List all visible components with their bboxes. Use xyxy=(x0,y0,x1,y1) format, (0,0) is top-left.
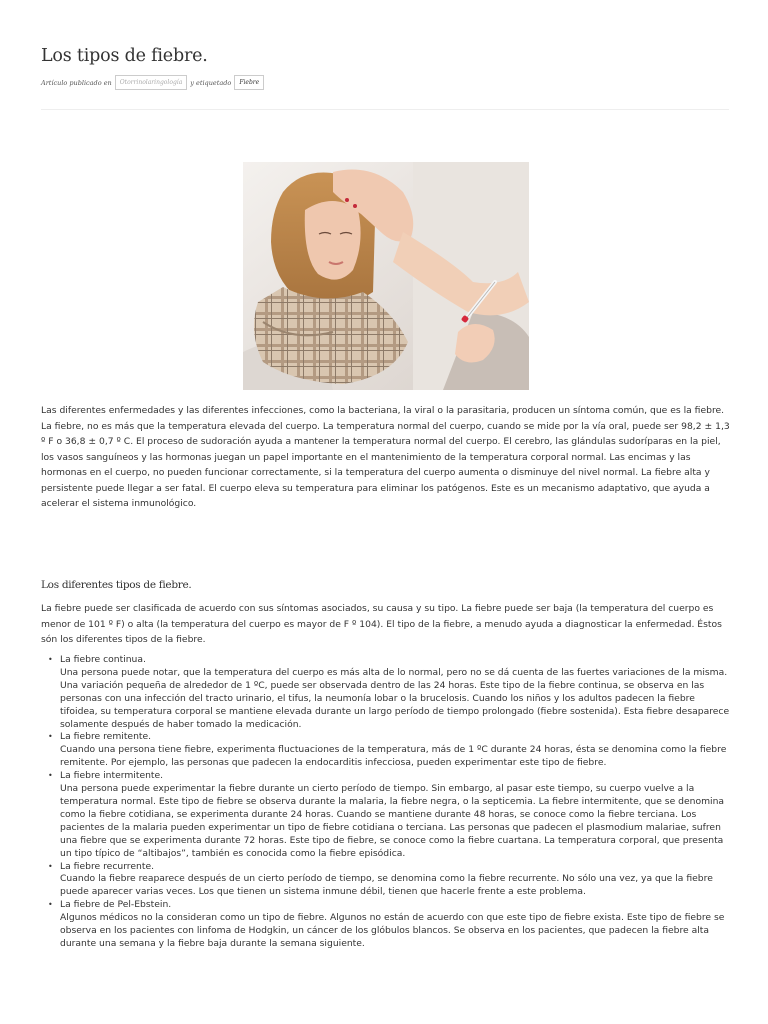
fever-type-name: La fiebre remitente. xyxy=(60,731,152,743)
list-item xyxy=(41,654,731,731)
section-intro-paragraph: La fiebre puede ser clasificada de acuerdo con sus síntomas asociados, su causa y su tipo. La fiebre puede ser baja (la temperatura del cuerpo es menor de 101 º F) o alta (la temperatura del cuerpo es mayor de F º 104). El tipo de la fiebre, a menudo ayuda a diagnosticar la enfermedad. Éstos són los diferentes tipos de la fiebre. xyxy=(41,603,722,645)
header-divider xyxy=(41,109,729,110)
post-meta xyxy=(41,75,729,90)
fever-type-name: La fiebre de Pel-Ebstein. xyxy=(60,899,172,911)
page-title: Los tipos de fiebre. xyxy=(41,46,208,66)
list-item xyxy=(41,770,731,860)
fever-type-name: La fiebre recurrente. xyxy=(60,860,155,872)
tagged-prefix: y etiquetado xyxy=(190,78,232,87)
intro-paragraph: Las diferentes enfermedades y las diferentes infecciones, como la bacteriana, la viral o la parasitaria, producen un síntoma común, que es la fiebre. La fiebre, no es más que la temperatura elevada del cuerpo. La temperatura normal del cuerpo, cuando se mide por la vía oral, puede ser 98,2 ± 1,3 º F o 36,8 ± 0,7 º C. El proceso de sudoración ayuda a mantener la temperatura normal del cuerpo. El cerebro, las glándulas sudoríparas en la piel, los vasos sanguíneos y las hormonas juegan un papel importante en el mantenimiento de la temperatura corporal normal. Las encimas y las hormonas en el cuerpo, no pueden funcionar correctamente, si la temperatura del cuerpo aumenta o disminuye del nivel normal. La fiebre alta y persistente puede llegar a ser fatal. El cuerpo eleva su temperatura para eliminar los patógenos. Este es un mecanismo adaptativo, que ayuda a acelerar el sistema inmunológico. xyxy=(41,405,730,509)
fever-type-name: La fiebre continua. xyxy=(60,654,146,665)
fever-type-description: Cuando una persona tiene fiebre, experimenta fluctuaciones de la temperatura, más de 1 ºC durante 24 horas, ésta se denomina como la fiebre remitente. Por ejemplo, las personas que padecen la endocarditis infecciosa, pueden experimentar este tipo de fiebre. xyxy=(60,744,727,769)
list-item xyxy=(41,899,731,951)
fever-type-description: Cuando la fiebre reaparece después de un cierto período de tiempo, se denomina como la fiebre recurrente. No sólo una vez, ya que la fiebre puede aparecer varias veces. Los que tienen un sistema inmune débil, tienen que hacerle frente a este problema. xyxy=(60,873,713,898)
fever-type-description: Una persona puede experimentar la fiebre durante un cierto período de tiempo. Sin embargo, al pasar este tiempo, su cuerpo vuelve a la temperatura normal. Este tipo de fiebre se observa durante la malaria, la fiebre negra, o la septicemia. La fiebre intermitente, que se denomina como la fiebre cotidiana, se experimenta durante 24 horas. Cuando se mantiene durante 48 horas, se conoce como la fiebre terciana. Los pacientes de la malaria pueden experimentar un tipo de fiebre cotidiana o terciana. Las personas que padecen el plasmodium malariae, sufren una fiebre que se experimenta durante 72 horas. Este tipo de fiebre, se conoce como la fiebre cuartana. La temperatura corporal, que presenta un tipo típico de “altibajos”, también es conocida como la fiebre episódica. xyxy=(60,783,725,859)
category-link[interactable]: Otorrinolaringología xyxy=(115,75,188,90)
fever-types-list xyxy=(41,654,731,951)
section-title: Los diferentes tipos de fiebre. xyxy=(41,579,192,591)
woman-with-thermometer-photo xyxy=(243,162,529,390)
fever-type-description: Una persona puede notar, que la temperatura del cuerpo es más alta de lo normal, pero no se dá cuenta de las fuertes variaciones de la misma. Una variación pequeña de alrededor de 1 ºC, puede ser observada dentro de las 24 horas. Este tipo de la fiebre continua, se observa en las personas con una infección del tracto urinario, el tifus, la neumonía lobar o la brucelosis. Cuando los niños y los adultos padecen la fiebre tifoidea, su temperatura corporal se mantiene elevada durante un largo período de tiempo prolongado (fiebre sostenida). Esta fiebre desaparece solamente después de haber tomado la medicación. xyxy=(60,666,730,730)
article-header xyxy=(41,46,729,90)
fever-type-description: Algunos médicos no la consideran como un tipo de fiebre. Algunos no están de acuerdo con que este tipo de fiebre exista. Este tipo de fiebre se observa en los pacientes con linfoma de Hodgkin, un cáncer de los glóbulos blancos. Se observa en los pacientes, que padecen la fiebre alta durante una semana y la fiebre baja durante la semana siguiente. xyxy=(60,912,725,949)
published-prefix: Artículo publicado en xyxy=(41,78,112,87)
list-item xyxy=(41,731,731,770)
list-item xyxy=(41,861,731,900)
fever-type-name: La fiebre intermitente. xyxy=(60,770,164,782)
tag-link[interactable]: Fiebre xyxy=(234,75,264,90)
